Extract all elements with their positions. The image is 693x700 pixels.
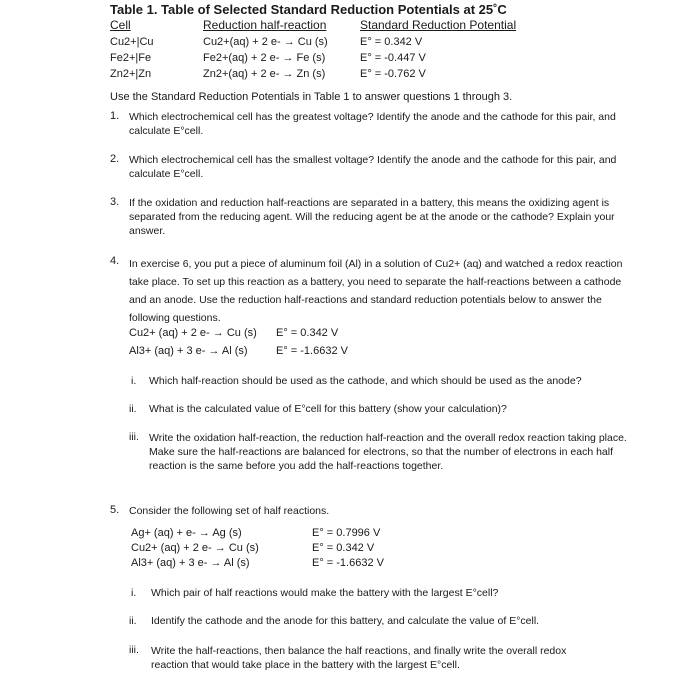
table-row-3-cell: Zn2+|Zn bbox=[110, 68, 152, 80]
q4-sub-ii-text: What is the calculated value of E°cell for this battery (show your calculation)? bbox=[149, 403, 507, 415]
q4-sub-i-text: Which half-reaction should be used as the cathode, and which should be used as the anode? bbox=[149, 375, 582, 387]
q4-reaction-1: Cu2+ (aq) + 2 e- → Cu (s) bbox=[129, 327, 257, 339]
q5-sub-iii-text: Write the half-reactions, then balance the half reactions, and finally write the overall redox reaction that would take place in the battery with the largest E°cell. bbox=[151, 645, 567, 671]
table-header-reaction: Reduction half-reaction bbox=[203, 18, 327, 32]
question-5-text: Consider the following set of half reactions. bbox=[129, 505, 330, 517]
q5-reaction-1: Ag+ (aq) + e- → Ag (s) bbox=[131, 527, 242, 539]
table-title: Table 1. Table of Selected Standard Reduction Potentials at 25˚C bbox=[110, 2, 507, 17]
table-row-2-reaction: Fe2+(aq) + 2 e- → Fe (s) bbox=[203, 52, 326, 64]
q4-reaction-2: Al3+ (aq) + 3 e- → Al (s) bbox=[129, 345, 248, 357]
table-row-1-potential: E° = 0.342 V bbox=[360, 36, 423, 48]
q5-reaction-3: Al3+ (aq) + 3 e- → Al (s) bbox=[131, 557, 250, 569]
q4-sub-i-number: i. bbox=[131, 375, 137, 387]
question-3-text: If the oxidation and reduction half-reactions are separated in a battery, this means the oxidizing agent is separated from the reducing agent. Will the reducing agent be at the anode or the cathode? Explain your answer. bbox=[129, 197, 615, 237]
q4-potential-1: E° = 0.342 V bbox=[276, 327, 339, 339]
q5-sub-i-text: Which pair of half reactions would make the battery with the largest E°cell? bbox=[151, 587, 499, 599]
table-row-1-reaction: Cu2+(aq) + 2 e- → Cu (s) bbox=[203, 36, 328, 48]
question-4-number: 4. bbox=[110, 255, 120, 267]
question-2-text: Which electrochemical cell has the smallest voltage? Identify the anode and the cathode for this pair, and calculate E°cell. bbox=[129, 154, 617, 180]
table-row-3-reaction: Zn2+(aq) + 2 e- → Zn (s) bbox=[203, 68, 326, 80]
question-5-number: 5. bbox=[110, 504, 120, 516]
q4-potential-2: E° = -1.6632 V bbox=[276, 345, 348, 357]
table-row-2-cell: Fe2+|Fe bbox=[110, 52, 152, 64]
q5-potential-2: E° = 0.342 V bbox=[312, 542, 375, 554]
question-2-number: 2. bbox=[110, 153, 120, 165]
q5-sub-ii-text: Identify the cathode and the anode for this battery, and calculate the value of E°cell. bbox=[151, 615, 540, 627]
q4-sub-iii-number: iii. bbox=[129, 431, 139, 443]
table-row-2-potential: E° = -0.447 V bbox=[360, 52, 426, 64]
question-4-text: In exercise 6, you put a piece of aluminum foil (Al) in a solution of Cu2+ (aq) and watched a redox reaction take place. To set up this reaction as a battery, you need to separate the half-reactions between a cathode and an anode. Use the reduction half-reactions and standard reduction potentials below to answer the following questions. bbox=[129, 258, 623, 324]
q5-reaction-2: Cu2+ (aq) + 2 e- → Cu (s) bbox=[131, 542, 259, 554]
q4-sub-iii-text: Write the oxidation half-reaction, the reduction half-reaction and the overall redox reaction taking place. Make sure the half-reactions are balanced for electrons, so that the number of electrons in each half reaction is the same before you add the half-reactions together. bbox=[149, 432, 627, 472]
question-1-number: 1. bbox=[110, 110, 120, 122]
question-3-number: 3. bbox=[110, 196, 120, 208]
table-row-3-potential: E° = -0.762 V bbox=[360, 68, 426, 80]
question-1-text: Which electrochemical cell has the greatest voltage? Identify the anode and the cathode for this pair, and calculate E°cell. bbox=[129, 111, 616, 137]
q5-sub-i-number: i. bbox=[131, 587, 137, 599]
q5-potential-1: E° = 0.7996 V bbox=[312, 527, 381, 539]
table-header-cell: Cell bbox=[110, 18, 131, 32]
table-row-1-cell: Cu2+|Cu bbox=[110, 36, 154, 48]
q5-potential-3: E° = -1.6632 V bbox=[312, 557, 384, 569]
q5-sub-ii-number: ii. bbox=[129, 615, 137, 627]
table-header-potential: Standard Reduction Potential bbox=[360, 18, 517, 32]
instruction-text: Use the Standard Reduction Potentials in Table 1 to answer questions 1 through 3. bbox=[110, 91, 513, 103]
q5-sub-iii-number: iii. bbox=[129, 644, 139, 656]
q4-sub-ii-number: ii. bbox=[129, 403, 137, 415]
